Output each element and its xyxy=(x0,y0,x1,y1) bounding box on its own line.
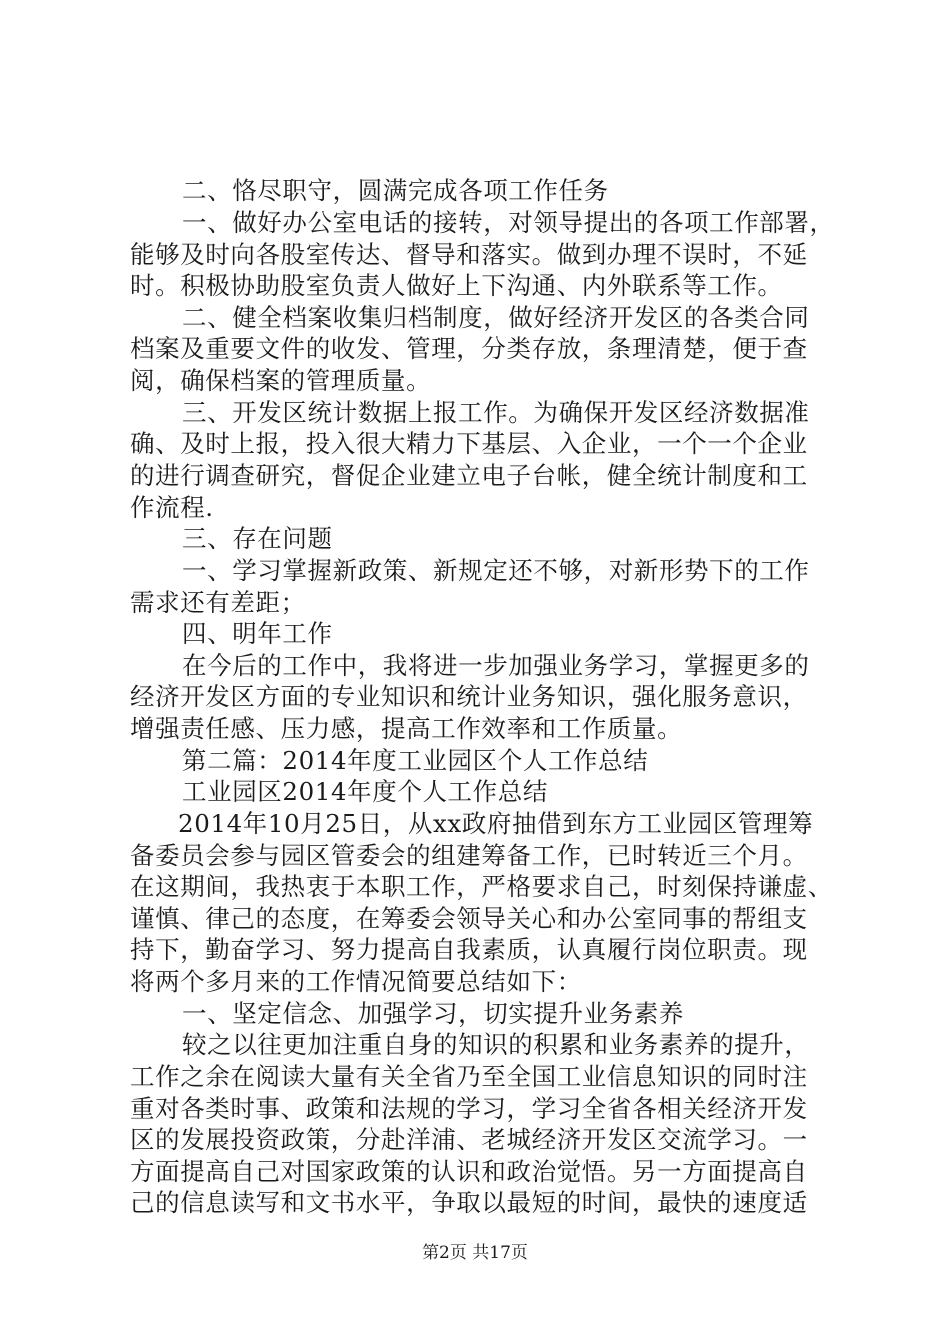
text-line: 三、开发区统计数据上报工作。为确保开发区经济数据准 xyxy=(182,398,810,427)
text-line: 在今后的工作中，我将进一步加强业务学习，掌握更多的 xyxy=(182,651,810,680)
text-line: 经济开发区方面的专业知识和统计业务知识，强化服务意识， xyxy=(130,682,808,711)
text-line: 时。积极协助股室负责人做好上下沟通、内外联系等工作。 xyxy=(130,271,783,300)
text-line: 在这期间，我热衷于本职工作，严格要求自己，时刻保持谦虚、 xyxy=(130,872,833,901)
text-line: 增强责任感、压力感，提高工作效率和工作质量。 xyxy=(130,714,683,743)
text-line: 持下，勤奋学习、努力提高自我素质，认真履行岗位职责。现 xyxy=(130,935,808,964)
article-title: 工业园区2014年度个人工作总结 xyxy=(182,777,548,806)
text-line: 能够及时向各股室传达、督导和落实。做到办理不误时，不延 xyxy=(130,240,808,269)
text-line: 一、学习掌握新政策、新规定还不够，对新形势下的工作 xyxy=(182,556,810,585)
article-heading: 第二篇：2014年度工业园区个人工作总结 xyxy=(182,746,649,775)
text-line: 的进行调查研究，督促企业建立电子台帐，健全统计制度和工 xyxy=(130,461,808,490)
section-heading: 三、存在问题 xyxy=(182,524,333,553)
text-line: 2014年10月25日，从xx政府抽借到东方工业园区管理筹 xyxy=(178,809,814,838)
text-line: 一、做好办公室电话的接转，对领导提出的各项工作部署， xyxy=(182,208,835,237)
page-number-footer: 第2页 共17页 xyxy=(422,1243,528,1263)
text-line: 较之以往更加注重自身的知识的积累和业务素养的提升， xyxy=(182,1030,810,1059)
text-line: 谨慎、律己的态度，在筹委会领导关心和办公室同事的帮组支 xyxy=(130,904,808,933)
text-line: 二、恪尽职守，圆满完成各项工作任务 xyxy=(182,176,609,205)
section-heading: 一、坚定信念、加强学习，切实提升业务素养 xyxy=(182,999,684,1028)
text-line: 方面提高自己对国家政策的认识和政治觉悟。另一方面提高自 xyxy=(130,1157,808,1186)
text-line: 区的发展投资政策，分赴洋浦、老城经济开发区交流学习。一 xyxy=(130,1125,808,1154)
text-line: 需求还有差距； xyxy=(130,588,306,617)
text-line: 重对各类时事、政策和法规的学习，学习全省各相关经济开发 xyxy=(130,1094,808,1123)
text-line: 将两个多月来的工作情况简要总结如下： xyxy=(130,967,582,996)
text-line: 工作之余在阅读大量有关全省乃至全国工业信息知识的同时注 xyxy=(130,1062,808,1091)
text-line: 备委员会参与园区管委会的组建筹备工作，已时转近三个月。 xyxy=(130,841,808,870)
text-line: 作流程. xyxy=(130,493,214,522)
text-line: 阅，确保档案的管理质量。 xyxy=(130,366,432,395)
text-line: 确、及时上报，投入很大精力下基层、入企业，一个一个企业 xyxy=(130,429,808,458)
text-line: 档案及重要文件的收发、管理，分类存放，条理清楚，便于查 xyxy=(130,334,808,363)
text-line: 二、健全档案收集归档制度，做好经济开发区的各类合同 xyxy=(182,303,810,332)
section-heading: 四、明年工作 xyxy=(182,619,333,648)
text-line: 己的信息读写和文书水平，争取以最短的时间，最快的速度适 xyxy=(130,1188,808,1217)
